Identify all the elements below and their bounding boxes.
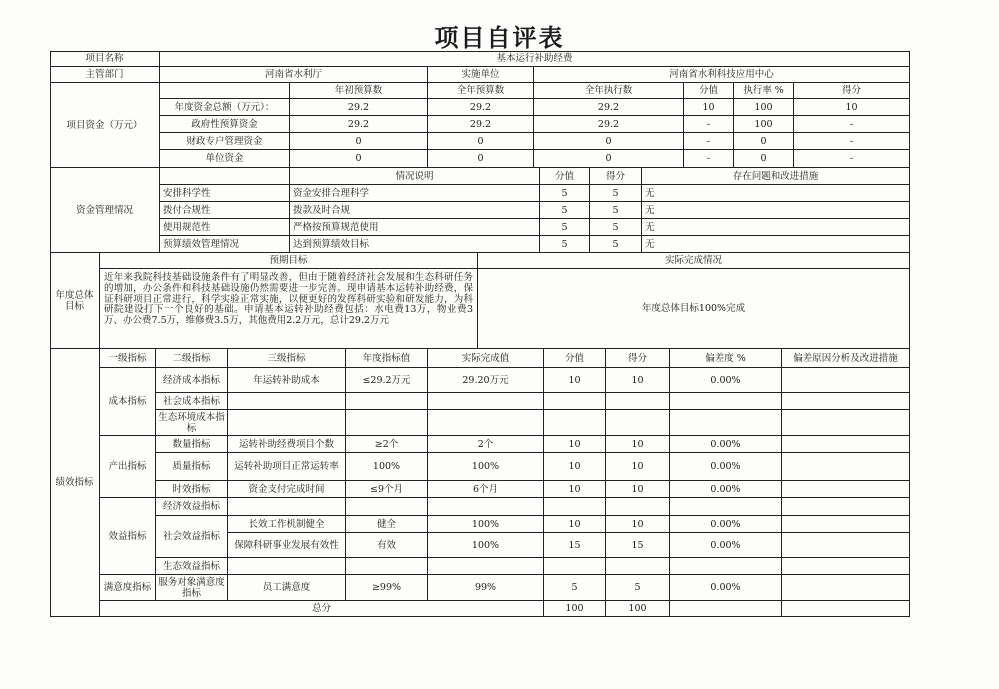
annual-goal-expected-header: 预期目标 xyxy=(100,253,478,269)
funds-row-rate: 0 xyxy=(734,133,794,150)
funds-header-score-value: 分值 xyxy=(684,83,734,99)
funds-row-score-value: - xyxy=(684,133,734,150)
annual-goal-label: 年度总体目标 xyxy=(50,253,100,349)
management-row-score: 5 xyxy=(590,236,642,253)
funds-row-annual: 0 xyxy=(428,150,534,168)
funds-row-executed: 29.2 xyxy=(534,99,684,116)
funds-row-rate: 100 xyxy=(734,116,794,133)
project-name-value: 基本运行补助经费 xyxy=(160,51,910,67)
funds-row-executed: 29.2 xyxy=(534,116,684,133)
self-evaluation-table xyxy=(50,51,910,617)
funds-row-initial: 0 xyxy=(290,150,428,168)
funds-row-executed: 0 xyxy=(534,150,684,168)
satisfaction-row-deviation: 0.00% xyxy=(670,575,782,601)
benefit-row-target: 健全 xyxy=(346,516,428,533)
cost-row-target: ≤29.2万元 xyxy=(346,368,428,393)
satisfaction-l2-label: 服务对象满意度指标 xyxy=(156,575,228,601)
output-row-target: 100% xyxy=(346,453,428,481)
perf-header-score: 得分 xyxy=(606,349,670,368)
management-row-issue: 无 xyxy=(642,185,910,202)
funds-row-score-value: - xyxy=(684,116,734,133)
funds-row-name: 政府性预算资金 xyxy=(160,116,290,133)
perf-header-deviation: 偏差度 % xyxy=(670,349,782,368)
funds-header-score: 得分 xyxy=(794,83,910,99)
page-title: 项目自评表 xyxy=(434,24,565,52)
cost-indicator-label: 成本指标 xyxy=(100,368,156,436)
satisfaction-row-target: ≥99% xyxy=(346,575,428,601)
management-row-score: 5 xyxy=(590,202,642,219)
total-score-value: 100 xyxy=(544,601,606,617)
benefit-row-actual: 100% xyxy=(428,516,544,533)
cost-ecological-label: 生态环境成本指标 xyxy=(156,410,228,436)
funds-row-score: 10 xyxy=(794,99,910,116)
perf-header-reason: 偏差原因分析及改进措施 xyxy=(782,349,910,368)
output-row-deviation: 0.00% xyxy=(670,453,782,481)
output-row-target: ≤9个月 xyxy=(346,481,428,498)
benefit-row-score-value: 10 xyxy=(544,516,606,533)
satisfaction-row-actual: 99% xyxy=(428,575,544,601)
funds-row-name: 财政专户管理资金 xyxy=(160,133,290,150)
satisfaction-row-score: 5 xyxy=(606,575,670,601)
management-row-name: 安排科学性 xyxy=(160,185,290,202)
management-header-issue: 存在问题和改进措施 xyxy=(642,168,910,185)
benefit-row-deviation: 0.00% xyxy=(670,516,782,533)
satisfaction-indicator-label: 满意度指标 xyxy=(100,575,156,601)
cost-row-score-value: 10 xyxy=(544,368,606,393)
management-header-score: 得分 xyxy=(590,168,642,185)
benefit-social-label: 社会效益指标 xyxy=(156,516,228,558)
project-name-label: 项目名称 xyxy=(50,51,160,67)
benefit-row-l3: 保障科研事业发展有效性 xyxy=(228,533,346,558)
management-header-desc: 情况说明 xyxy=(290,168,540,185)
benefit-row-target: 有效 xyxy=(346,533,428,558)
perf-header-score-value: 分值 xyxy=(544,349,606,368)
management-row-score-value: 5 xyxy=(540,236,590,253)
cost-economic-label: 经济成本指标 xyxy=(156,368,228,393)
funds-row-initial: 0 xyxy=(290,133,428,150)
output-row-score-value: 10 xyxy=(544,481,606,498)
management-row-name: 拨付合规性 xyxy=(160,202,290,219)
management-row-name: 预算绩效管理情况 xyxy=(160,236,290,253)
performance-label: 绩效指标 xyxy=(50,349,100,617)
funds-row-name: 年度资金总额（万元）： xyxy=(160,99,290,116)
total-score: 100 xyxy=(606,601,670,617)
benefit-economic-label: 经济效益指标 xyxy=(156,498,228,516)
management-row-score: 5 xyxy=(590,185,642,202)
management-header-blank xyxy=(160,168,290,185)
funds-row-rate: 0 xyxy=(734,150,794,168)
benefit-row-deviation: 0.00% xyxy=(670,533,782,558)
annual-goal-actual-header: 实际完成情况 xyxy=(478,253,910,269)
cost-social-label: 社会成本指标 xyxy=(156,393,228,410)
output-row-actual: 2个 xyxy=(428,436,544,453)
output-row-l2: 时效指标 xyxy=(156,481,228,498)
benefit-row-score: 10 xyxy=(606,516,670,533)
impl-unit-label: 实施单位 xyxy=(428,67,534,83)
funds-row-annual: 0 xyxy=(428,133,534,150)
funds-row-score: - xyxy=(794,116,910,133)
management-row-score-value: 5 xyxy=(540,219,590,236)
management-row-issue: 无 xyxy=(642,202,910,219)
management-row-score: 5 xyxy=(590,219,642,236)
management-row-score-value: 5 xyxy=(540,185,590,202)
output-row-actual: 100% xyxy=(428,453,544,481)
management-row-desc: 达到预算绩效目标 xyxy=(290,236,540,253)
funds-row-annual: 29.2 xyxy=(428,99,534,116)
benefit-ecological-label: 生态效益指标 xyxy=(156,558,228,575)
dept-value: 河南省水利厅 xyxy=(160,67,428,83)
funds-header-initial: 年初预算数 xyxy=(290,83,428,99)
management-label: 资金管理情况 xyxy=(50,168,160,253)
cost-row-actual: 29.20万元 xyxy=(428,368,544,393)
benefit-row-score-value: 15 xyxy=(544,533,606,558)
output-indicator-label: 产出指标 xyxy=(100,436,156,498)
cost-row-score: 10 xyxy=(606,368,670,393)
funds-header-blank xyxy=(160,83,290,99)
annual-goal-expected-text: 近年来我院科技基础设施条件有了明显改善，但由于随着经济社会发展和生态科研任务的增加，办公条件和科技基础设施仍然需要进一步完善。现申请基本运转补助经费，保证科研项目正常进行，科学实验正常实施，以便更好的发挥科研实验和研发能力，为科研院建设打下一个良好的基础。申请基本运转补助经费包括：水电费13万，物业费3万、办公费7.5万，维修费3.5万，其他费用2.2万元，总计29.2万元 xyxy=(100,269,478,349)
output-row-deviation: 0.00% xyxy=(670,481,782,498)
perf-header-actual: 实际完成值 xyxy=(428,349,544,368)
satisfaction-row-l3: 员工满意度 xyxy=(228,575,346,601)
impl-unit-value: 河南省水利科技应用中心 xyxy=(534,67,910,83)
perf-header-l1: 一级指标 xyxy=(100,349,156,368)
output-row-l2: 数量指标 xyxy=(156,436,228,453)
output-row-target: ≥2个 xyxy=(346,436,428,453)
output-row-score: 10 xyxy=(606,453,670,481)
cost-row-l3: 年运转补助成本 xyxy=(228,368,346,393)
output-row-score: 10 xyxy=(606,481,670,498)
funds-row-annual: 29.2 xyxy=(428,116,534,133)
benefit-row-l3: 长效工作机制健全 xyxy=(228,516,346,533)
benefit-row-score: 15 xyxy=(606,533,670,558)
management-row-issue: 无 xyxy=(642,219,910,236)
total-label: 总分 xyxy=(100,601,544,617)
management-row-name: 使用规范性 xyxy=(160,219,290,236)
output-row-l3: 资金支付完成时间 xyxy=(228,481,346,498)
funds-row-initial: 29.2 xyxy=(290,116,428,133)
funds-row-rate: 100 xyxy=(734,99,794,116)
management-row-score-value: 5 xyxy=(540,202,590,219)
annual-goal-actual-text: 年度总体目标100%完成 xyxy=(478,269,910,349)
funds-row-name: 单位资金 xyxy=(160,150,290,168)
output-row-l3: 运转补助项目正常运转率 xyxy=(228,453,346,481)
cost-row-deviation: 0.00% xyxy=(670,368,782,393)
management-row-desc: 严格按预算规范使用 xyxy=(290,219,540,236)
benefit-row-actual: 100% xyxy=(428,533,544,558)
output-row-l3: 运转补助经费项目个数 xyxy=(228,436,346,453)
output-row-actual: 6个月 xyxy=(428,481,544,498)
cost-row-reason xyxy=(782,368,910,393)
management-row-desc: 资金安排合理科学 xyxy=(290,185,540,202)
output-row-score-value: 10 xyxy=(544,453,606,481)
output-row-deviation: 0.00% xyxy=(670,436,782,453)
output-row-l2: 质量指标 xyxy=(156,453,228,481)
funds-row-score-value: 10 xyxy=(684,99,734,116)
dept-label: 主管部门 xyxy=(50,67,160,83)
funds-header-annual: 全年预算数 xyxy=(428,83,534,99)
funds-row-score: - xyxy=(794,150,910,168)
funds-label: 项目资金（万元） xyxy=(50,83,160,168)
perf-header-target: 年度指标值 xyxy=(346,349,428,368)
benefit-indicator-label: 效益指标 xyxy=(100,498,156,575)
funds-header-executed: 全年执行数 xyxy=(534,83,684,99)
output-row-score-value: 10 xyxy=(544,436,606,453)
perf-header-l3: 三级指标 xyxy=(228,349,346,368)
management-row-desc: 拨款及时合规 xyxy=(290,202,540,219)
funds-row-initial: 29.2 xyxy=(290,99,428,116)
funds-row-executed: 0 xyxy=(534,133,684,150)
management-row-issue: 无 xyxy=(642,236,910,253)
funds-header-rate: 执行率 % xyxy=(734,83,794,99)
management-header-score-value: 分值 xyxy=(540,168,590,185)
funds-row-score: - xyxy=(794,133,910,150)
satisfaction-row-score-value: 5 xyxy=(544,575,606,601)
funds-row-score-value: - xyxy=(684,150,734,168)
perf-header-l2: 二级指标 xyxy=(156,349,228,368)
output-row-score: 10 xyxy=(606,436,670,453)
